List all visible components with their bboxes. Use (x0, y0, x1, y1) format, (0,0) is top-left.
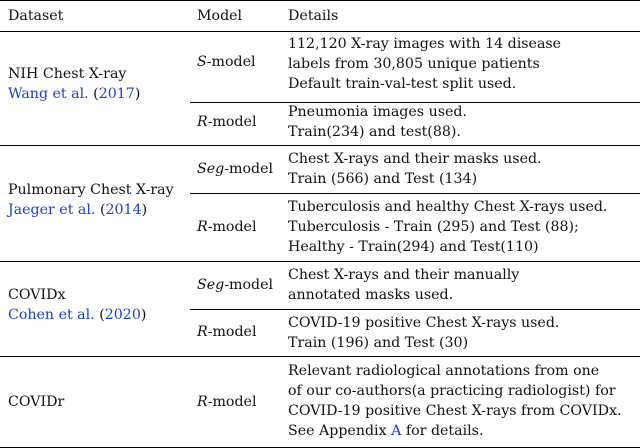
appendix-text: See Appendix (288, 423, 392, 439)
details-line: Healthy - Train(294) and Test(110) (288, 239, 539, 255)
details-line: Train(234) and test(88). (288, 124, 461, 140)
citation-paren: ) (140, 307, 147, 323)
group-separator (0, 145, 640, 146)
header-details: Details (288, 8, 339, 24)
model-name (197, 275, 273, 295)
details-line: Tuberculosis and healthy Chest X-rays used. (288, 199, 608, 215)
model-prefix: R (197, 324, 208, 340)
details-line (288, 421, 622, 441)
group-separator (0, 261, 640, 262)
citation-authors[interactable]: Wang et al. (8, 86, 89, 102)
model-suffix: -model (207, 394, 257, 410)
header-dataset: Dataset (8, 8, 64, 24)
details-line: COVID-19 positive Chest X-rays from COVIDx. (288, 403, 622, 419)
details-cell (288, 149, 542, 189)
details-cell (288, 313, 559, 353)
details-cell (288, 34, 561, 94)
details-cell (288, 265, 519, 305)
model-prefix: Seg (197, 161, 225, 177)
details-line: Default train-val-test split used. (288, 76, 517, 92)
appendix-text: for details. (401, 423, 484, 439)
details-cell (288, 197, 607, 257)
dataset-name (8, 180, 174, 220)
top-rule (0, 0, 640, 1)
model-prefix: S (197, 54, 207, 70)
model-name (197, 392, 257, 412)
details-line: Train (566) and Test (134) (288, 171, 478, 187)
model-suffix: -model (207, 324, 257, 340)
model-prefix: Seg (197, 277, 225, 293)
model-suffix: -model (207, 219, 257, 235)
model-suffix: -model (224, 161, 274, 177)
dataset-name (8, 285, 146, 325)
details-line: labels from 30,805 unique patients (288, 56, 540, 72)
dataset-citation[interactable] (8, 200, 174, 220)
model-name (197, 217, 257, 237)
details-line: Pneumonia images used. (288, 104, 467, 120)
dataset-name (8, 64, 140, 104)
citation-authors[interactable]: Jaeger et al. (8, 202, 96, 218)
details-line: 112,120 X-ray images with 14 disease (288, 36, 562, 52)
row-separator (190, 193, 640, 194)
dataset-title: COVIDx (8, 287, 66, 303)
header-model: Model (197, 8, 243, 24)
appendix-link[interactable]: A (391, 423, 402, 439)
dataset-citation[interactable] (8, 84, 140, 104)
details-line: Relevant radiological annotations from one (288, 363, 600, 379)
details-cell (288, 361, 622, 441)
dataset-title: Pulmonary Chest X-ray (8, 182, 174, 198)
details-line: Chest X-rays and their manually (288, 267, 520, 283)
model-name (197, 322, 257, 342)
dataset-name (8, 392, 64, 412)
model-name (197, 112, 257, 132)
citation-paren: ( (88, 86, 99, 102)
model-prefix: R (197, 394, 208, 410)
row-separator (190, 309, 640, 310)
group-separator (0, 356, 640, 357)
model-prefix: R (197, 114, 208, 130)
details-line: annotated masks used. (288, 287, 454, 303)
model-name (197, 52, 256, 72)
details-cell (288, 102, 467, 142)
details-line: COVID-19 positive Chest X-rays used. (288, 315, 560, 331)
citation-paren: ( (95, 202, 106, 218)
citation-paren: ( (94, 307, 105, 323)
header-rule (0, 31, 640, 32)
citation-year[interactable]: 2017 (98, 86, 135, 102)
citation-paren: ) (141, 202, 148, 218)
dataset-title: NIH Chest X-ray (8, 66, 127, 82)
dataset-title: COVIDr (8, 394, 65, 410)
details-line: of our co-authors(a practicing radiologist) for (288, 383, 616, 399)
details-line: Tuberculosis - Train (295) and Test (88); (288, 219, 579, 235)
model-name (197, 159, 273, 179)
model-suffix: -model (224, 277, 274, 293)
details-line: Train (196) and Test (30) (288, 335, 469, 351)
citation-year[interactable]: 2014 (105, 202, 142, 218)
citation-authors[interactable]: Cohen et al. (8, 307, 95, 323)
citation-year[interactable]: 2020 (104, 307, 141, 323)
model-prefix: R (197, 219, 208, 235)
model-suffix: -model (206, 54, 256, 70)
dataset-citation[interactable] (8, 305, 146, 325)
model-suffix: -model (207, 114, 257, 130)
details-line: Chest X-rays and their masks used. (288, 151, 542, 167)
citation-paren: ) (134, 86, 141, 102)
